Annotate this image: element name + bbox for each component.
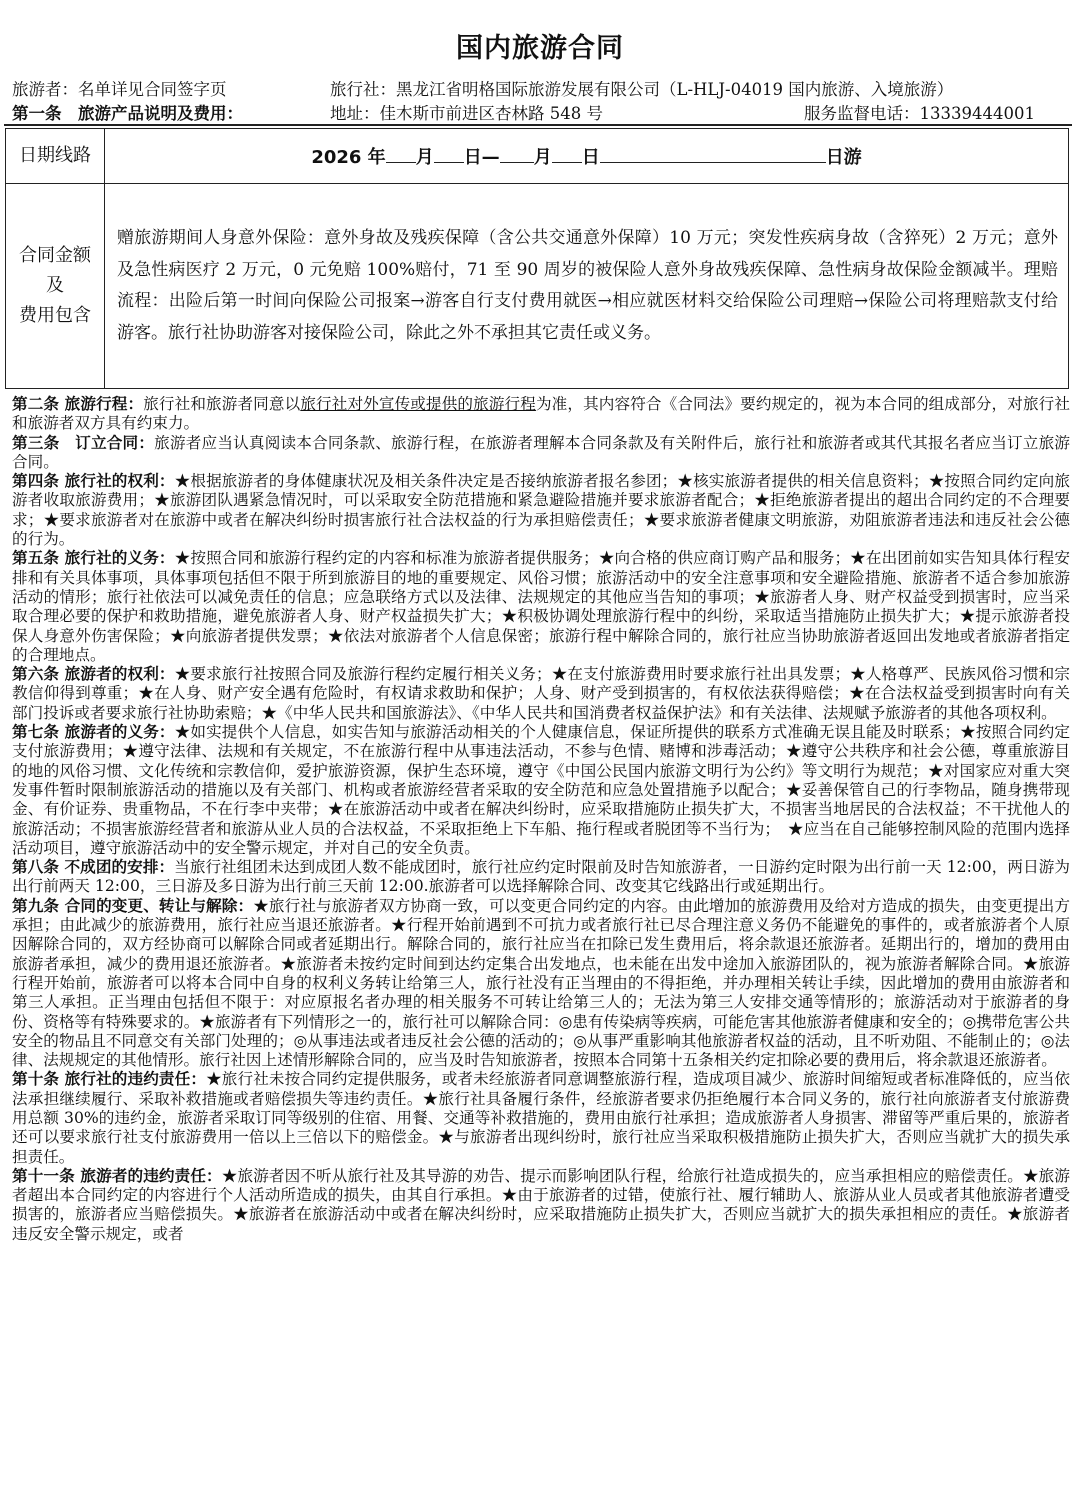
date-day-1: 日— [463, 147, 500, 168]
clause-8 [12, 858, 1070, 897]
clause-underlined-text: 旅行社对外宣传或提供的旅游行程 [300, 395, 536, 413]
clause-text: ★根据旅游者的身体健康状况及相关条件决定是否接纳旅游者报名参团；★核实旅游者提供的相关信息资料；★按照合同约定向旅游者收取旅游费用；★旅游团队遇紧急情况时，可以采取安全防范措施和紧急避险措施并要求旅游者配合；★拒绝旅游者提出的超出合同约定的不合理要求；★要求旅游者对在旅游中或者在解决纠纷时损害旅行社合法权益的行为承担赔偿责任；★要求旅游者健康文明旅游，劝阻旅游者违法和违反社会公德的行为。 [12, 472, 1070, 549]
date-day-2: 日 [581, 147, 600, 168]
clause-5 [12, 549, 1070, 665]
clause-heading: 第二条 旅游行程： [12, 395, 144, 413]
agency-address: 地址：佳木斯市前进区杏林路 548 号 [330, 104, 603, 123]
clause-heading: 第六条 旅游者的权利： [12, 665, 175, 684]
clause-3 [12, 434, 1070, 473]
clause-heading: 第八条 不成团的安排： [12, 858, 175, 877]
clause-heading: 第五条 旅行社的义务： [12, 549, 175, 568]
clause-heading: 第三条 订立合同： [12, 433, 155, 452]
clause-4 [12, 472, 1070, 549]
contract-amount-label [6, 184, 105, 389]
product-info-table [5, 128, 1069, 389]
clause-heading: 第四条 旅行社的权利： [12, 472, 175, 491]
clause-text: ★要求旅行社按照合同及旅游行程约定履行相关义务；★在支付旅游费用时要求旅行社出具发票；★人格尊严、民族风俗习惯和宗教信仰得到尊重；★在人身、财产安全遇有危险时，有权请求救助和保护；人身、财产受到损害的，有权依法获得赔偿；★在合法权益受到损害时向有关部门投诉或者要求旅行社协助索赔；★《中华人民共和国旅游法》、《中华人民共和国消费者权益保护法》和有关法律、法规赋予旅游者的其他各项权利。 [12, 665, 1070, 722]
clause-6 [12, 665, 1070, 723]
clause-heading: 第九条 合同的变更、转让与解除： [12, 896, 254, 915]
clause-text: ★旅行社与旅游者双方协商一致，可以变更合同约定的内容。由此增加的旅游费用及给对方造成的损失，由变更提出方承担；由此减少的旅游费用，旅行社应当退还旅游者。★行程开始前遇到不可抗力或者旅行社已尽合理注意义务仍不能避免的事件的，或者旅游者个人原因解除合同的，双方经协商可以解除合同或者延期出行。解除合同的，旅行社应当在扣除已发生费用后，将余款退还旅游者。延期出行的，增加的费用由旅游者承担，减少的费用退还旅游者。★旅游者未按约定时间到达约定集合出发地点，也未能在出发中途加入旅游团队的，视为旅游者解除合同。★旅游行程开始前，旅游者可以将本合同中自身的权利义务转让给第三人，旅行社没有正当理由的不得拒绝，并办理相关转让手续，因此增加的费用由旅游者和第三人承担。正当理由包括但不限于：对应原报名者办理的相关服务不可转让给第三人的；无法为第三人安排交通等情形的；旅游活动对于旅游者的身份、资格等有特殊要求的。★旅游者有下列情形之一的，旅行社可以解除合同：◎患有传染病等疾病，可能危害其他旅游者健康和安全的；◎携带危害公共安全的物品且不同意交有关部门处理的；◎从事违法或者违反社会公德的活动的；◎从事严重影响其他旅游者权益的活动，且不听劝阻、不能制止的；◎法律、法规规定的其他情形。旅行社因上述情形解除合同的，应当及时告知旅游者，按照本合同第十五条相关约定扣除必要的费用后，将余款退还旅游者。 [12, 896, 1070, 1070]
blank-line [552, 144, 582, 163]
amount-label-line: 合同金额 [19, 245, 91, 266]
date-route-label: 日期线路 [6, 129, 105, 184]
clause-text: 为准，其内容符合《合同法》要约规定的，视为本合同的组成部分，对旅行社和旅游者双方具有约束力。 [12, 395, 1070, 433]
clause-text: 旅行社和旅游者同意以 [143, 395, 301, 413]
blank-line [434, 144, 464, 163]
date-route-field [105, 129, 1069, 184]
insurance-description: 赠旅游期间人身意外保险：意外身故及残疾保障（含公共交通意外保障）10 万元；突发性疾病身故（含猝死）2 万元；意外及急性病医疗 2 万元，0 元免赔 100%赔付，71 至 90 周岁的被保险人意外身故残疾保障、急性病身故保险金额减半。理赔流程：出险后第一时间向保险公司报案→游客自行支付费用就医→相应就医材料交给保险公司理赔→保险公司将理赔款支付给游客。旅行社协助游客对接保险公司，除此之外不承担其它责任或义务。 [105, 184, 1069, 389]
blank-line [600, 144, 826, 163]
blank-line [500, 144, 534, 163]
clause-7 [12, 723, 1070, 858]
amount-label-line: 费用包含 [19, 305, 91, 326]
service-hotline: 服务监督电话：13339444001 [804, 104, 1035, 123]
clause-text: ★旅游者因不听从旅行社及其导游的劝告、提示而影响团队行程，给旅行社造成损失的，应当承担相应的赔偿责任。★旅游者超出本合同约定的内容进行个人活动所造成的损失，由其自行承担。★由于旅游者的过错，使旅行社、履行辅助人、旅游从业人员或者其他旅游者遭受损害的，旅游者应当赔偿损失。★旅游者在旅游活动中或者在解决纠纷时，应采取措施防止损失扩大，否则应当就扩大的损失承担相应的责任。★旅游者违反安全警示规定，或者 [12, 1166, 1070, 1243]
article-1-heading: 第一条 旅游产品说明及费用： [12, 104, 243, 123]
clause-heading: 第十一条 旅游者的违约责任： [12, 1166, 222, 1185]
agency-info: 旅行社：黑龙江省明格国际旅游发展有限公司（L-HLJ-04019 国内旅游、入境旅游） [330, 80, 954, 99]
clause-9 [12, 897, 1070, 1071]
amount-label-line: 及 [46, 275, 64, 296]
clause-text: 旅游者应当认真阅读本合同条款、旅游行程，在旅游者理解本合同条款及有关附件后，旅行社和旅游者或其代其报名者应当订立旅游合同。 [12, 433, 1070, 471]
clause-text: ★如实提供个人信息，如实告知与旅游活动相关的个人健康信息，保证所提供的联系方式准确无误且能及时联系；★按照合同约定支付旅游费用；★遵守法律、法规和有关规定，不在旅游行程中从事违法活动，不参与色情、赌博和涉毒活动；★遵守公共秩序和社会公德，尊重旅游目的地的风俗习惯、文化传统和宗教信仰，爱护旅游资源，保护生态环境，遵守《中国公民国内旅游文明行为公约》等文明行为规范；★对国家应对重大突发事件暂时限制旅游活动的措施以及有关部门、机构或者旅游经营者采取的安全防范和应急处置措施予以配合；★妥善保管自己的行李物品，随身携带现金、有价证券、贵重物品，不在行李中夹带；★在旅游活动中或者在解决纠纷时，应采取措施防止损失扩大，不损害当地居民的合法权益；不干扰他人的旅游活动；不损害旅游经营者和旅游从业人员的合法权益，不采取拒绝上下车船、拖行程或者脱团等不当行为； ★应当在自己能够控制风险的范围内选择活动项目，遵守旅游活动中的安全警示规定，并对自己的安全负责。 [12, 723, 1070, 857]
traveler-info: 旅游者：名单详见合同签字页 [12, 80, 227, 99]
clause-text: ★按照合同和旅游行程约定的内容和标准为旅游者提供服务；★向合格的供应商订购产品和服务；★在出团前如实告知具体行程安排和有关具体事项，具体事项包括但不限于所到旅游目的地的重要规定、风俗习惯；旅游活动中的安全注意事项和安全避险措施、旅游者不适合参加旅游活动的情形；旅行社依法可以减免责任的信息；应急联络方式以及法律、法规规定的其他应当告知的事项；★旅游者人身、财产权益受到损害时，应当采取合理必要的保护和救助措施，避免旅游者人身、财产权益损失扩大；★积极协调处理旅游行程中的纠纷，采取适当措施防止损失扩大；★提示旅游者投保人身意外伤害保险；★向旅游者提供发票；★依法对旅游者个人信息保密；旅游行程中解除合同的，旅行社应当协助旅游者返回出发地或者旅游者指定的合理地点。 [12, 549, 1070, 664]
document-title: 国内旅游合同 [456, 33, 624, 64]
clause-text: 当旅行社组团未达到成团人数不能成团时，旅行社应约定时限前及时告知旅游者，一日游约定时限为出行前一天 12:00，两日游为出行前两天 12:00，三日游及多日游为出行前三天前 12:00.旅游者可以选择解除合同、改变其它线路出行或延期出行。 [12, 858, 1070, 896]
blank-line [386, 144, 416, 163]
contract-clauses [12, 395, 1070, 1491]
date-tail: 日游 [825, 147, 862, 168]
clause-heading: 第七条 旅游者的义务： [12, 723, 175, 742]
clause-10 [12, 1070, 1070, 1166]
date-year: 2026 年 [311, 147, 386, 168]
clause-11 [12, 1167, 1070, 1244]
clause-2 [12, 395, 1070, 434]
clause-text: ★旅行社未按合同约定提供服务，或者未经旅游者同意调整旅游行程，造成项目减少、旅游时间缩短或者标准降低的，应当依法承担继续履行、采取补救措施或者赔偿损失等违约责任。★旅行社具备履行条件，经旅游者要求仍拒绝履行本合同义务的，旅行社向旅游者支付旅游费用总额 30%的违约金，旅游者采取订同等级别的住宿、用餐、交通等补救措施的，费用由旅行社承担；造成旅游者人身损害、滞留等严重后果的，旅游者还可以要求旅行社支付旅游费用一倍以上三倍以下的赔偿金。★与旅游者出现纠纷时，旅行社应当采取积极措施防止损失扩大，否则应当就扩大的损失承担责任。 [12, 1070, 1070, 1166]
clause-heading: 第十条 旅行社的违约责任： [12, 1070, 207, 1089]
date-month-2: 月 [533, 147, 552, 168]
date-month-1: 月 [415, 147, 434, 168]
header-divider [4, 124, 1072, 126]
